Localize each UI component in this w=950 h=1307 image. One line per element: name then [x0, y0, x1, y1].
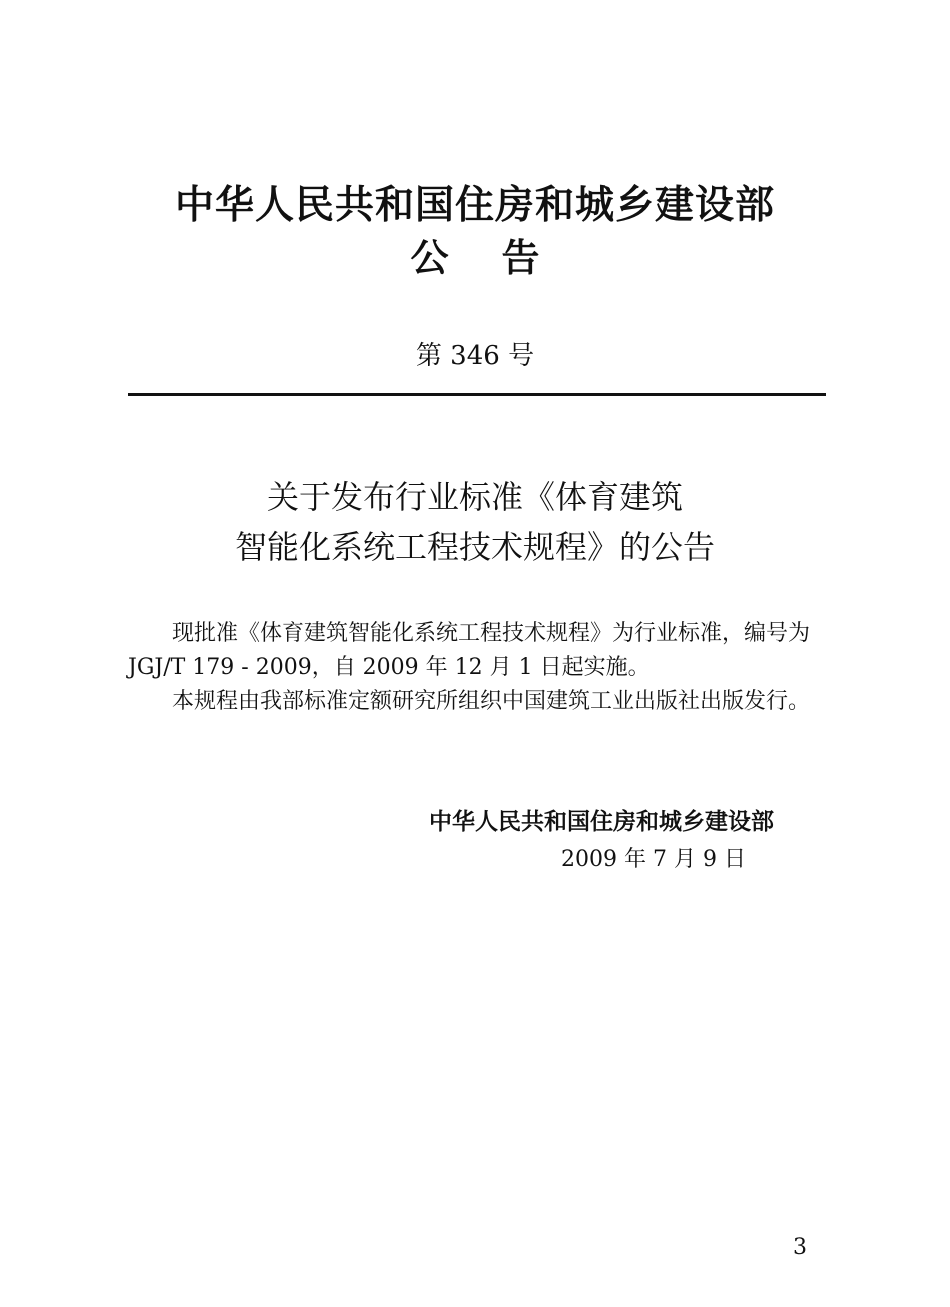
notice-number: 第 346 号 [415, 341, 535, 371]
subject-line-1: 关于发布行业标准《体育建筑 [266, 478, 683, 516]
announcement-subject [0, 472, 950, 572]
body-paragraph-2: 本规程由我部标准定额研究所组织中国建筑工业出版社出版发行。 [172, 689, 811, 714]
announcement-body [128, 617, 828, 719]
header-divider [128, 393, 826, 396]
signature-date: 2009 年 7 月 9 日 [561, 847, 746, 872]
body-paragraph-1: 现批准《体育建筑智能化系统工程技术规程》为行业标准，编号为 JGJ/T 179 - 2009，自 2009 年 12 月 1 日起实施。 [128, 621, 811, 680]
subject-line-2: 智能化系统工程技术规程》的公告 [234, 528, 715, 566]
page-number: 3 [793, 1235, 807, 1260]
announcement-heading: 公 告 [410, 236, 540, 280]
ministry-title: 中华人民共和国住房和城乡建设部 [174, 183, 775, 228]
issuer-signature: 中华人民共和国住房和城乡建设部 [429, 809, 774, 835]
